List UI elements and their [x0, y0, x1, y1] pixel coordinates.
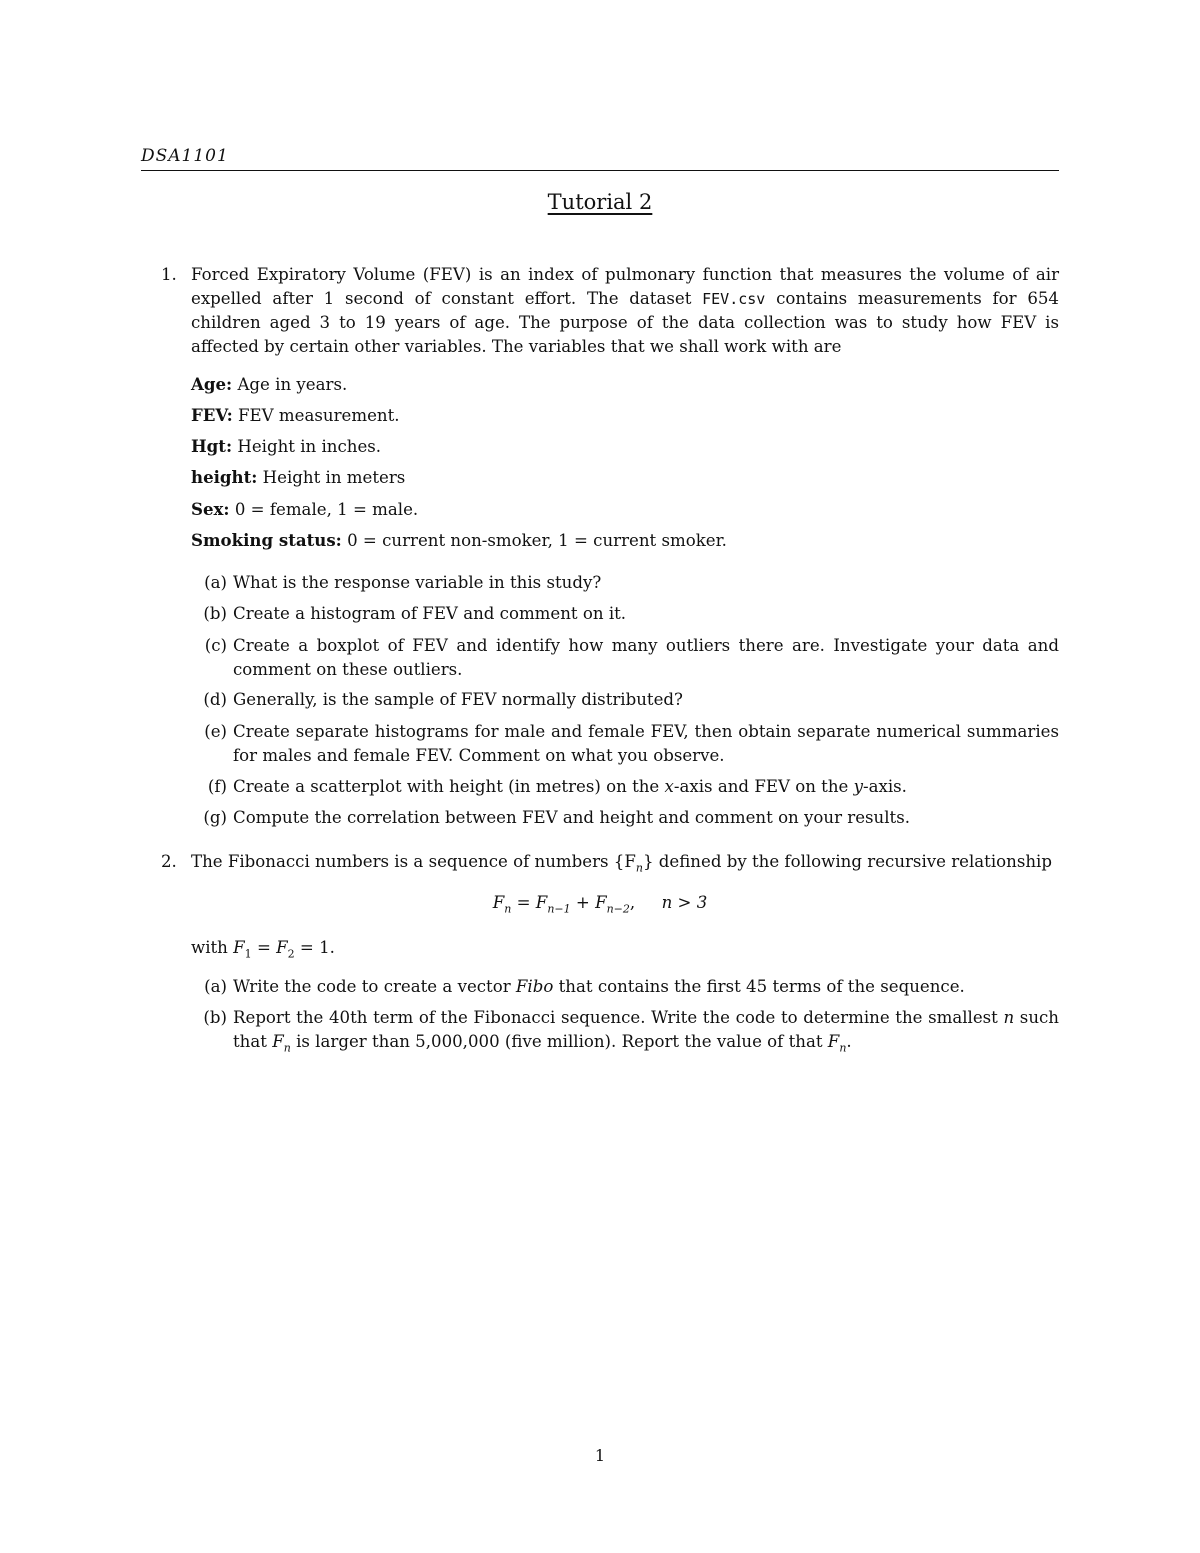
- question-2-number: 2.: [161, 852, 177, 871]
- question-2: [141, 850, 1059, 880]
- math-n: n: [1003, 1008, 1015, 1027]
- header-rule: [141, 170, 1059, 171]
- part-text-segment: is larger than 5,000,000 (five million). Report the value of that: [290, 1031, 828, 1051]
- variable-age: [191, 373, 347, 397]
- part-text: What is the response variable in this study?: [233, 573, 602, 592]
- variable-key: Age:: [191, 374, 233, 394]
- variable-height: [191, 466, 405, 490]
- part-text: [233, 975, 1059, 999]
- part-text: Create a boxplot of FEV and identify how many outliers there are. Investigate your data and comment on these outliers.: [233, 636, 1059, 679]
- eq-lhs: F: [492, 893, 505, 912]
- question-2-intro: [191, 850, 1059, 880]
- eq-term-2-sub: n−2: [606, 902, 630, 916]
- math-y: y: [853, 777, 863, 796]
- eq-comma: ,: [629, 893, 636, 912]
- part-label: (e): [204, 722, 227, 741]
- variable-desc: Height in meters: [262, 468, 406, 487]
- part-label: (a): [204, 977, 227, 996]
- question-1-number: 1.: [161, 265, 177, 284]
- part-text-segment: -axis and FEV on the: [673, 777, 854, 796]
- math-fibo: Fibo: [515, 977, 554, 996]
- question-1: [141, 263, 1059, 363]
- dataset-name: FEV.csv: [702, 289, 766, 308]
- variable-desc: Height in inches.: [237, 437, 382, 456]
- q2-intro-subscript: n: [635, 861, 643, 875]
- part-text: Create a histogram of FEV and comment on it.: [233, 604, 627, 623]
- q1-intro-part-a: Forced Expiratory Volume (FEV) is an index of pulmonary function that measures the volume of air expelled after 1 second of constant effort. The dataset: [191, 265, 1059, 308]
- part-text-segment: -axis.: [863, 777, 907, 796]
- variable-key: FEV:: [191, 405, 233, 425]
- initial-conditions: [191, 936, 335, 966]
- page-title: [0, 190, 1200, 214]
- variable-key: Sex:: [191, 499, 230, 519]
- variable-desc: 0 = female, 1 = male.: [234, 500, 419, 519]
- question-1-intro: [191, 263, 1059, 358]
- part-text: [233, 1006, 1059, 1059]
- part-label: (c): [204, 636, 227, 655]
- part-text: Create separate histograms for male and female FEV, then obtain separate numerical summaries for males and female FEV. Comment on what you observe.: [233, 722, 1059, 765]
- part-label: (d): [203, 690, 227, 709]
- variable-desc: FEV measurement.: [238, 406, 400, 425]
- q2-intro-end: } defined by the following recursive relationship: [642, 852, 1052, 871]
- part-text-segment: that contains the first 45 terms of the sequence.: [553, 977, 965, 996]
- math-f-sub: n: [283, 1040, 291, 1054]
- variable-key: height:: [191, 467, 258, 487]
- part-text-segment: Report the 40th term of the Fibonacci sequence. Write the code to determine the smallest: [233, 1008, 1004, 1027]
- title-text: Tutorial 2: [547, 190, 653, 214]
- variable-desc: 0 = current non-smoker, 1 = current smoker.: [347, 531, 727, 550]
- eq-term-1: F: [535, 893, 548, 912]
- eq-term-2: F: [595, 893, 607, 912]
- with-text: with: [191, 938, 234, 957]
- part-label: (g): [203, 808, 227, 827]
- math-f: F: [827, 1031, 840, 1051]
- course-code: DSA1101: [141, 146, 229, 166]
- eq-term-1-sub: n−1: [547, 902, 571, 916]
- part-text-segment: such that: [233, 1008, 1059, 1051]
- variable-desc: Age in years.: [237, 375, 348, 394]
- f2-sub: 2: [287, 947, 295, 961]
- f2-symbol: F: [276, 938, 288, 957]
- part-text: Generally, is the sample of FEV normally distributed?: [233, 690, 683, 709]
- eq-condition: n > 3: [661, 893, 708, 912]
- math-x: x: [664, 777, 674, 796]
- eq-lhs-sub: n: [504, 902, 512, 916]
- part-text: [233, 775, 1059, 799]
- part-label: (b): [203, 604, 227, 623]
- part-text-segment: Write the code to create a vector: [233, 977, 516, 996]
- variable-fev: [191, 404, 400, 428]
- eq-plus: +: [570, 893, 596, 912]
- with-equals: =: [251, 938, 277, 957]
- variable-sex: [191, 498, 418, 522]
- part-label: (f): [207, 777, 227, 796]
- with-value: = 1.: [294, 938, 335, 957]
- page-number: 1: [594, 1446, 606, 1465]
- f1-sub: 1: [244, 947, 252, 961]
- fibonacci-equation: [0, 893, 1200, 915]
- math-f: F: [272, 1031, 284, 1051]
- q2-intro-text: The Fibonacci numbers is a sequence of numbers {F: [191, 852, 636, 871]
- variable-key: Smoking status:: [191, 530, 342, 550]
- part-label: (b): [203, 1008, 227, 1027]
- part-text-segment: Create a scatterplot with height (in metres) on the: [233, 777, 665, 796]
- f1-symbol: F: [233, 938, 245, 957]
- variable-key: Hgt:: [191, 436, 233, 456]
- variable-smoking-status: [191, 529, 727, 553]
- part-text: Compute the correlation between FEV and height and comment on your results.: [233, 808, 910, 827]
- math-f-sub: n: [839, 1040, 847, 1054]
- part-text-segment: .: [846, 1031, 852, 1051]
- variable-hgt: [191, 435, 381, 459]
- part-label: (a): [204, 573, 227, 592]
- eq-equals: =: [511, 893, 536, 912]
- q1-intro-part-b: contains measurements for 654 children aged 3 to 19 years of age. The purpose of the data collection was to study how FEV is affected by certain other variables. The variables that we shall work with are: [191, 288, 1059, 356]
